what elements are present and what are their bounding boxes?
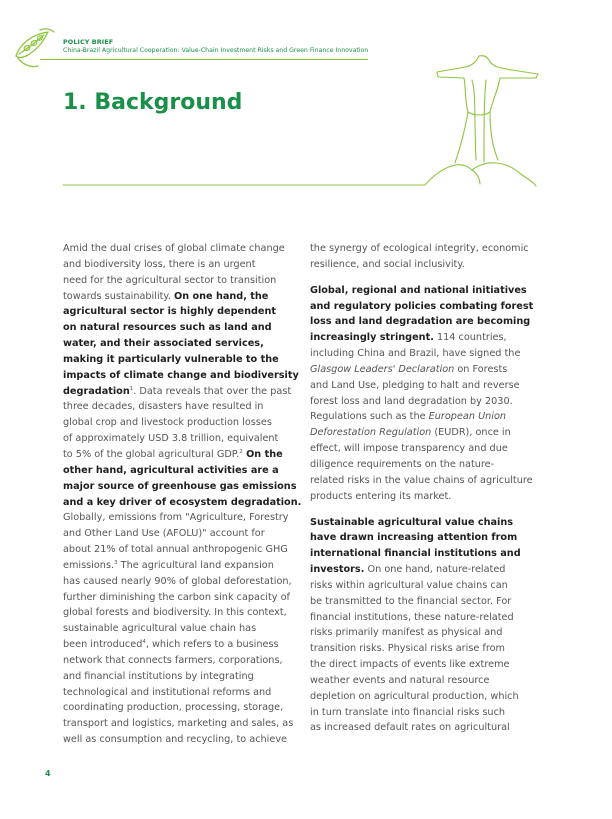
text-line: sustainable agricultural value chain has — [63, 623, 257, 635]
text-line: global forests and biodiversity. In this context, — [63, 607, 287, 619]
text-line: risks primarily manifest as physical and — [310, 627, 503, 639]
text-line: resilience, and social inclusivity. — [310, 258, 465, 270]
text-line: including China and Brazil, have signed the — [310, 348, 521, 360]
leaf-seed-logo-icon — [10, 26, 58, 72]
text-line: related risks in the value chains of agriculture — [310, 474, 533, 486]
paragraph — [310, 515, 542, 737]
text-line: effect, will impose transparency and due — [310, 443, 508, 455]
text-run: The agricultural land expansion — [117, 559, 274, 571]
italic-text-run: Deforestation Regulation — [310, 427, 432, 439]
text-run: on Forests — [454, 363, 508, 375]
text-line: loss and land degradation are becoming — [310, 316, 531, 328]
paragraph — [310, 283, 542, 505]
text-line: technological and institutional reforms and — [63, 686, 272, 698]
text-line: forest loss and land degradation by 2030. — [310, 395, 513, 407]
text-run: (EUDR), once in — [431, 427, 511, 439]
text-line: Global, regional and national initiatives — [310, 284, 527, 296]
paragraph — [310, 241, 542, 273]
text-line: other hand, agricultural activities are a — [63, 464, 279, 476]
text-line: international financial institutions and — [310, 548, 521, 560]
text-line: risks within agricultural value chains can — [310, 579, 508, 591]
italic-text-run: Glasgow Leaders' Declaration — [310, 363, 455, 375]
text-line: of approximately USD 3.8 trillion, equivalent — [63, 433, 279, 445]
text-line: financial institutions, these nature-related — [310, 611, 514, 623]
text-line: have drawn increasing attention from — [310, 532, 518, 544]
footnote-ref: 4 — [142, 638, 146, 645]
text-run: emissions. — [63, 559, 115, 571]
text-line — [310, 562, 542, 578]
bold-text-run: degradation — [63, 385, 130, 397]
text-line: agricultural sector is highly dependent — [63, 306, 277, 318]
text-run: towards sustainability. — [63, 290, 174, 302]
footnote-ref: 3 — [114, 559, 118, 566]
italic-text-run: European Union — [428, 411, 507, 423]
policy-brief-label: POLICY BRIEF — [63, 38, 114, 46]
text-line — [310, 330, 542, 346]
text-run: On one hand, nature-related — [364, 564, 506, 576]
text-line — [63, 447, 295, 463]
text-line: network that connects farmers, corporations, — [63, 654, 283, 666]
right-column — [310, 241, 542, 736]
text-line: the direct impacts of events like extreme — [310, 659, 510, 671]
text-line: transition risks. Physical risks arise from — [310, 643, 505, 655]
text-line: major source of greenhouse gas emissions — [63, 480, 297, 492]
text-line: be transmitted to the financial sector. For — [310, 595, 512, 607]
text-line — [63, 384, 295, 400]
text-line — [310, 362, 542, 378]
bold-text-run: increasingly stringent. — [310, 332, 434, 344]
text-line: diligence requirements on the nature- — [310, 458, 495, 470]
text-line: transport and logistics, marketing and sales, as — [63, 718, 294, 730]
footnote-ref: 1 — [129, 385, 134, 392]
text-line: need for the agricultural sector to transition — [63, 274, 277, 286]
text-line: global crop and livestock production losses — [63, 417, 272, 429]
text-run: been introduced — [63, 639, 143, 651]
text-line — [310, 425, 542, 441]
text-run: 114 countries, — [433, 332, 507, 344]
text-line: about 21% of total annual anthropogenic GHG — [63, 544, 288, 556]
paragraph — [63, 241, 302, 748]
text-run: , which refers to a business — [145, 639, 279, 651]
text-line: has caused nearly 90% of global deforestation, — [63, 575, 292, 587]
christ-the-redeemer-statue-icon — [60, 50, 540, 200]
text-line — [63, 637, 295, 653]
text-line: and Other Land Use (AFOLU)" account for — [63, 528, 265, 540]
text-line: on natural resources such as land and — [63, 322, 272, 334]
text-line: and a key driver of ecosystem degradation. — [63, 496, 302, 508]
text-line: in turn translate into financial risks such — [310, 706, 506, 718]
text-line: and financial institutions by integrating — [63, 670, 254, 682]
text-line — [310, 409, 542, 425]
text-line: making it particularly vulnerable to the — [63, 353, 279, 365]
page-number: 4 — [45, 769, 51, 778]
text-line: water, and their associated services, — [63, 338, 264, 350]
text-line: Globally, emissions from "Agriculture, Forestry — [63, 512, 289, 524]
text-run: Regulations such as the — [310, 411, 429, 423]
text-line: the synergy of ecological integrity, economic — [310, 243, 529, 254]
text-line: and Land Use, pledging to halt and reverse — [310, 379, 520, 391]
text-line: further diminishing the carbon sink capacity of — [63, 591, 290, 603]
text-run: to 5% of the global agricultural GDP. — [63, 448, 240, 460]
text-line: Amid the dual crises of global climate change — [63, 243, 285, 254]
text-line: depletion on agricultural production, which — [310, 690, 519, 702]
bold-text-run: On one hand, the — [173, 290, 269, 302]
policy-brief-subtitle: China-Brazil Agricultural Cooperation: Value-Chain Investment Risks and Green Finance Innovation — [63, 47, 369, 54]
text-line: products entering its market. — [310, 490, 452, 502]
text-line: weather events and natural resource — [310, 674, 490, 686]
section-title: 1. Background — [63, 90, 243, 115]
text-run: . Data reveals that over the past — [133, 385, 292, 397]
text-line: impacts of climate change and biodiversity — [63, 369, 299, 381]
text-line — [63, 558, 295, 574]
footnote-ref: 2 — [239, 448, 243, 455]
text-line: coordinating production, processing, storage, — [63, 702, 284, 714]
bold-text-run: investors. — [310, 564, 365, 576]
left-column — [63, 241, 302, 748]
bold-text-run: On the — [242, 448, 283, 460]
text-line: and regulatory policies combating forest — [310, 300, 534, 312]
text-line: three decades, disasters have resulted in — [63, 401, 264, 413]
text-line: Sustainable agricultural value chains — [310, 516, 513, 528]
text-line: and biodiversity loss, there is an urgent — [63, 258, 256, 270]
text-line — [63, 289, 295, 305]
text-line: as increased default rates on agricultural — [310, 722, 510, 734]
text-line: well as consumption and recycling, to achieve — [63, 734, 288, 746]
